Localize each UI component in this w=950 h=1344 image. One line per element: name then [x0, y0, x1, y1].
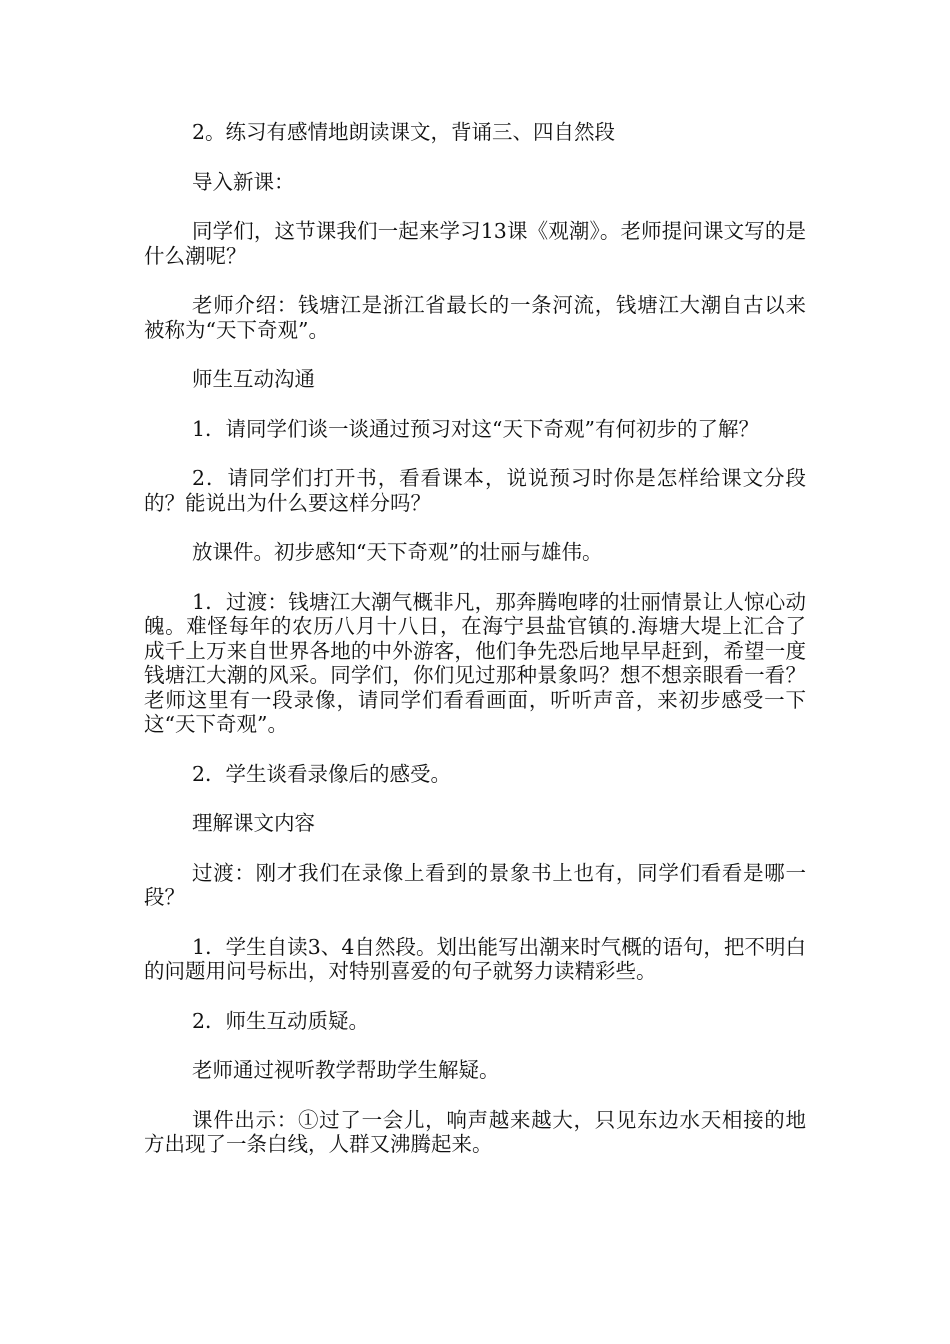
paragraph-lesson-intro: 同学们，这节课我们一起来学习13课《观潮》。老师提问课文写的是什么潮呢？ — [144, 219, 806, 268]
paragraph-question-1: 1．请同学们谈一谈通过预习对这“天下奇观”有何初步的了解？ — [192, 416, 760, 441]
paragraph-practice-reading: 2。练习有感情地朗读课文，背诵三、四自然段 — [192, 120, 616, 144]
heading-understanding: 理解课文内容 — [192, 811, 315, 835]
paragraph-transition-1: 1．过渡：钱塘江大潮气概非凡，那奔腾咆哮的壮丽情景让人惊心动魄。难怪每年的农历八月十八日，在海宁县盐官镇的.海塘大堤上汇合了成千上万来自世界各地的中外游客，他们争先恐后地早早赶到，希望一度钱塘江大潮的风采。同学们，你们见过那种景象吗？想不想亲眼看一看？老师这里有一段录像，请同学们看看画面，听听声音，来初步感受一下这“天下奇观”。 — [144, 589, 806, 736]
paragraph-student-feedback: 2．学生谈看录像后的感受。 — [192, 761, 452, 786]
paragraph-self-reading: 1．学生自读3、4自然段。划出能写出潮来时气概的语句，把不明白的问题用问号标出，对特别喜爱的句子就努力读精彩些。 — [144, 934, 806, 983]
paragraph-questioning: 2．师生互动质疑。 — [192, 1008, 370, 1033]
heading-introduction: 导入新课： — [192, 169, 295, 194]
document-body — [144, 120, 806, 1182]
paragraph-question-2: 2．请同学们打开书，看看课本，说说预习时你是怎样给课文分段的？能说出为什么要这样分吗？ — [144, 466, 806, 515]
paragraph-teacher-intro: 老师介绍：钱塘江是浙江省最长的一条河流，钱塘江大潮自古以来被称为“天下奇观”。 — [144, 293, 806, 342]
paragraph-courseware: 放课件。初步感知“天下奇观”的壮丽与雄伟。 — [192, 540, 603, 564]
heading-interaction: 师生互动沟通 — [192, 367, 315, 391]
paragraph-teacher-help: 老师通过视听教学帮助学生解疑。 — [192, 1058, 500, 1082]
paragraph-courseware-display: 课件出示：①过了一会儿，响声越来越大，只见东边水天相接的地方出现了一条白线，人群又沸腾起来。 — [144, 1107, 806, 1156]
paragraph-transition-2: 过渡：刚才我们在录像上看到的景象书上也有，同学们看看是哪一段？ — [144, 860, 806, 909]
